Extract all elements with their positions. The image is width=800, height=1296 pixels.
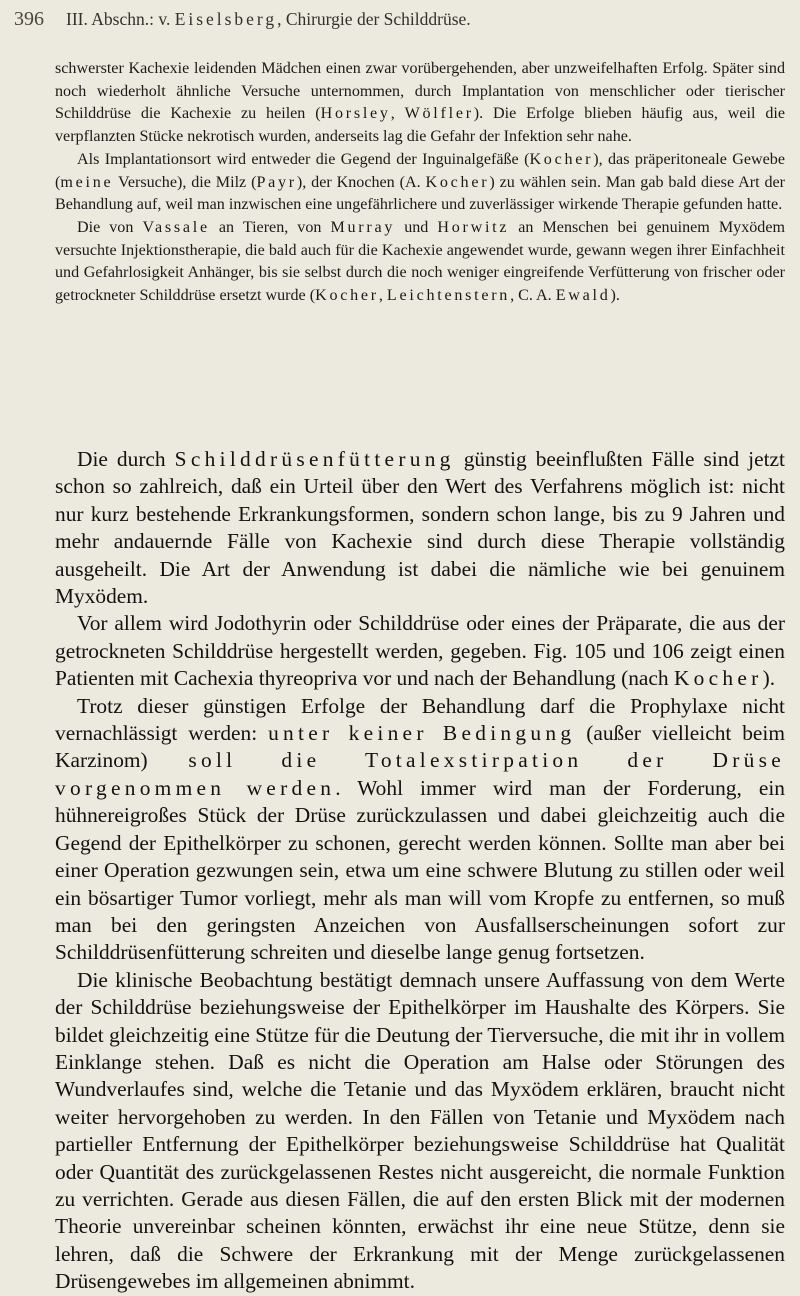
author-name: Leichtenstern — [386, 287, 511, 305]
author-name: Murray — [330, 218, 396, 236]
emphasis: meine — [60, 173, 114, 191]
main-paragraph-4: Die klinische Beobachtung bestätigt demnach unsere Auffassung von dem Werte der Schilddrüse beziehungsweise der Epithelkörper im Haushalte des Körpers. Sie bildet gleichzeitig eine Stütze für die Deutung der Tierversuche, die mit ihr in vollem Einklange stehen. Daß es nicht die Operation am Halse oder Störungen des Wundverlaufes sind, welche die Tetanie und das Myxödem erklären, braucht nicht weiter hervorgehoben zu werden. In den Fällen von Tetanie und Myxödem nach partieller Entfernung der Epithelkörper beziehungsweise Schilddrüse hat Qualität oder Quantität des zurückgelassenen Restes nicht ausgereicht, die normale Funktion zu verrichten. Gerade aus diesen Fällen, die auf den ersten Blick mit der modernen Theorie unvereinbar scheinen könnten, erwächst ihr eine neue Stütze, denn sie lehren, daß die Schwere der Erkrankung mit der Menge zurückgelassenen Drüsengewebes im allgemeinen abnimmt. — [55, 967, 785, 1294]
page-number: 396 — [14, 8, 44, 30]
author-name: Kocher — [673, 666, 763, 691]
running-head — [14, 8, 770, 38]
emphasis: unter keiner Bedingung — [268, 721, 576, 746]
main-paragraph-3: Trotz dieser günstigen Erfolge der Behandlung darf die Prophylaxe nicht vernachlässigt werden: unter keiner Bedingung (außer vielleicht beim Karzinom) soll die Totalexstirpation der Drüse vorgenommen werden. Wohl immer wird man der Forderung, ein hühnereigroßes Stück der Drüse zurückzulassen und dabei gleichzeitig auch die Gegend der Epithelkörper zu schonen, gerecht werden können. Sollte man aber bei einer Operation gezwungen sein, etwa um eine schwere Blutung zu stillen oder weil ein bösartiger Tumor vorliegt, mehr als man will vom Kropfe zu entfernen, so muß man bei den geringsten Anzeichen von Ausfallserscheinungen sofort zur Schilddrüsenfütterung schreiten und dieselbe lange genug fortsetzen. — [55, 693, 786, 965]
running-head-text — [66, 9, 471, 30]
main-paragraph-2: Vor allem wird Jodothyrin oder Schilddrüse oder eines der Präparate, die aus der getrockneten Schilddrüse hergestellt werden, gegeben. Fig. 105 und 106 zeigt einen Patienten mit Cachexia thyreopriva vor und nach der Behandlung (nach Kocher). — [55, 611, 785, 691]
author-name: Payr — [256, 173, 297, 191]
main-paragraph-1: Die durch Schilddrüsenfütterung günstig beeinflußten Fälle sind jetzt schon so zahlreich, daß ein Urteil über den Wert des Verfahrens möglich ist: nicht nur kurz bestehende Erkrankungsformen, sondern schon lange, bis zu 9 Jahren und mehr andauernde Fälle von Kachexie sind durch diese Therapie vollständig ausgeheilt. Die Art der Anwendung ist dabei die nämliche wie bei genuinem Myxödem. — [55, 447, 785, 609]
running-head-author: Eiselsberg — [174, 9, 278, 29]
main-text-section — [55, 446, 785, 1296]
author-name: Kocher — [315, 287, 379, 305]
running-head-title: , Chirurgie der Schilddrüse. — [277, 9, 471, 29]
author-name: Kocher — [425, 173, 490, 191]
author-name: Horsley — [320, 105, 391, 123]
author-name: Kocher — [529, 150, 594, 168]
author-name: Wölfler — [404, 105, 474, 123]
author-name: Ewald — [555, 287, 611, 305]
small-paragraph-2: Als Implantationsort wird entweder die Gegend der Inguinalgefäße (Kocher), das präperitoneale Gewebe (meine Versuche), die Milz (Payr), der Knochen (A. Kocher) zu wählen sein. Man gab bald diese Art der Behandlung auf, weil man inzwischen eine ungefährlichere und zuverlässiger wirkende Therapie gefunden hatte. — [55, 150, 785, 214]
small-print-section — [55, 58, 785, 308]
small-paragraph-3: Die von Vassale an Tieren, von Murray und Horwitz an Menschen bei genuinem Myxödem versuchte Injektionstherapie, die bald auch für die Kachexie angewendet wurde, gewann wegen ihrer Einfachheit und Gefahrlosigkeit Anhänger, bis sie selbst durch die noch weniger eingreifende Verfütterung von frischer oder getrockneter Schilddrüse ersetzt wurde (Kocher, Leichtenstern, C. A. Ewald). — [55, 218, 785, 305]
emphasis: soll die Totalexstirpation der Drüse vorgenommen werden — [55, 748, 785, 800]
small-paragraph-1: schwerster Kachexie leidenden Mädchen einen zwar vorübergehenden, aber unzweifelhaften Erfolg. Später sind noch wiederholt ähnliche Versuche unternommen, durch Implantation von menschlicher oder tierischer Schilddrüse die Kachexie zu heilen (Horsley, Wölfler). Die Erfolge blieben häufig aus, weil die verpflanzten Stücke nekrotisch wurden, anderseits lag die Gefahr der Infektion sehr nahe. — [55, 60, 786, 146]
running-head-section: III. Abschn.: v. — [66, 9, 175, 29]
author-name: Horwitz — [437, 218, 510, 236]
emphasis: Schilddrüsenfütterung — [174, 447, 455, 471]
author-name: Vassale — [142, 218, 210, 236]
